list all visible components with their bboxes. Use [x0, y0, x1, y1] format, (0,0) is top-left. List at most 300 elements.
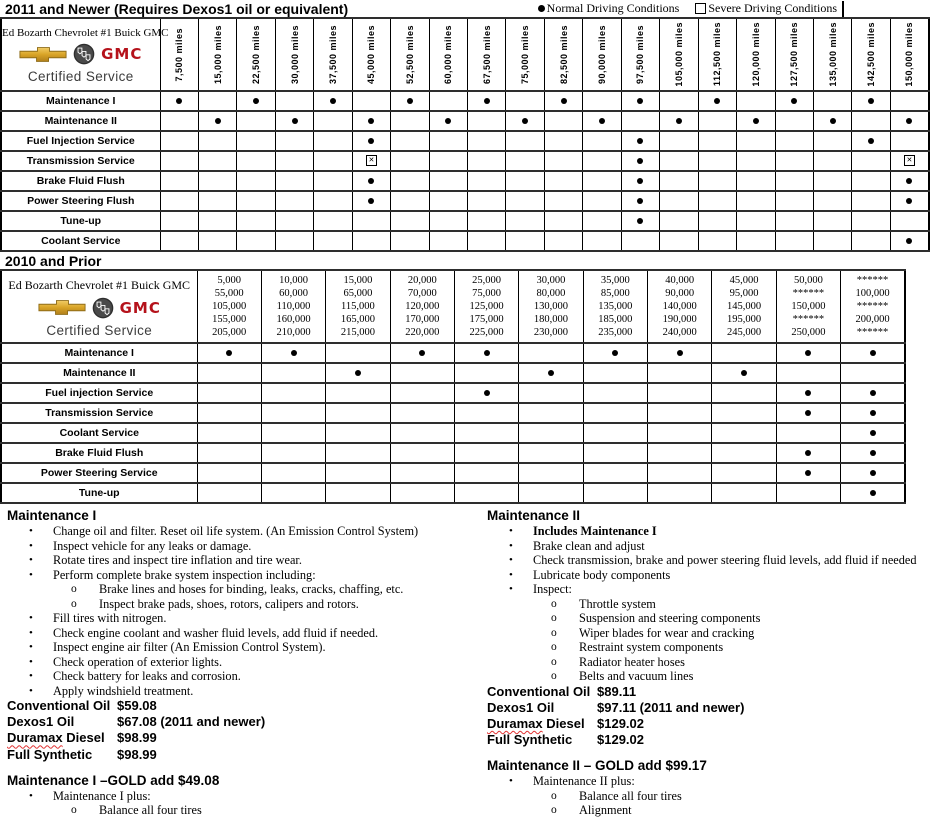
schedule-cell — [841, 463, 905, 483]
bullet-item — [509, 539, 936, 554]
maintenance1-gold-heading: Maintenance I –GOLD add $49.08 — [7, 772, 220, 788]
bullet-text: Apply windshield treatment. — [53, 683, 194, 698]
service-dot-icon — [355, 370, 361, 376]
details-section — [0, 506, 936, 818]
schedule-cell — [698, 191, 736, 211]
mileage-label: 70,000 — [407, 287, 437, 299]
bullet-text: Maintenance I plus: — [53, 788, 151, 803]
schedule-cell — [468, 211, 506, 231]
price-row — [487, 684, 936, 700]
legend-normal — [538, 1, 680, 16]
mileage-label: 180,000 — [533, 314, 569, 326]
bullet-icon: • — [29, 670, 33, 682]
schedule-cell — [506, 131, 544, 151]
dealer-logo-cell — [1, 270, 197, 343]
service-dot-icon — [368, 118, 374, 124]
sub-bullet-icon: o — [551, 655, 557, 668]
sub-bullet-text: Suspension and steering components — [579, 611, 761, 625]
schedule-cell — [544, 91, 582, 111]
schedule-cell — [468, 171, 506, 191]
price-label — [487, 716, 597, 732]
bullet-text: Lubricate body components — [533, 567, 671, 582]
schedule-cell — [391, 231, 429, 251]
schedule-cell — [813, 211, 851, 231]
schedule-cell — [326, 383, 390, 403]
severe-service-icon: ✕ — [904, 155, 915, 166]
schedule-cell — [841, 423, 905, 443]
bullet-text: Inspect engine air filter (An Emission Control System). — [53, 640, 326, 654]
schedule-cell — [813, 91, 851, 111]
mileage-column-header — [275, 18, 313, 91]
schedule-cell — [776, 443, 840, 463]
mileage-label: 110,000 — [276, 300, 311, 312]
sub-bullet-text: Inspect brake pads, shoes, rotors, calipers and rotors. — [99, 596, 359, 611]
price-row — [7, 698, 480, 714]
schedule-cell — [776, 463, 840, 483]
service-dot-icon — [368, 178, 374, 184]
schedule-cell — [737, 191, 775, 211]
schedule-cell — [852, 111, 890, 131]
service-dot-icon — [830, 118, 836, 124]
schedule-cell — [583, 423, 647, 443]
schedule-cell — [261, 383, 325, 403]
mileage-label: 135,000 miles — [827, 22, 838, 87]
schedule-cell — [275, 91, 313, 111]
schedule-cell — [275, 231, 313, 251]
price-value: $59.08 — [117, 698, 157, 713]
schedule-cell — [506, 91, 544, 111]
schedule-cell — [712, 363, 776, 383]
schedule-cell — [712, 423, 776, 443]
schedule-cell — [352, 131, 390, 151]
schedule-cell — [621, 191, 659, 211]
price-row — [487, 716, 936, 732]
service-dot-icon — [407, 98, 413, 104]
schedule-cell — [390, 383, 454, 403]
price-value: $97.11 (2011 and newer) — [597, 699, 745, 715]
mileage-label: 127,500 miles — [789, 22, 800, 87]
mileage-column-header — [544, 18, 582, 91]
mileage-label: 200,000 — [855, 314, 890, 326]
table-row — [1, 91, 929, 111]
mileage-label: ****** — [856, 274, 889, 286]
schedule-cell — [275, 191, 313, 211]
mileage-label: 115,000 — [341, 300, 375, 312]
bullet-item — [29, 568, 480, 583]
buick-trishield-icon — [73, 43, 95, 65]
dealer-name: Ed Bozarth Chevrolet #1 Buick GMC — [8, 277, 191, 292]
schedule-table-2010-prior — [0, 269, 906, 504]
mileage-label: 5,000 — [217, 274, 241, 286]
service-dot-icon — [484, 350, 490, 356]
schedule-cell — [506, 231, 544, 251]
service-row-label: Maintenance II — [1, 111, 160, 131]
service-row-label: Power Steering Service — [1, 463, 197, 483]
mileage-label: 130,000 — [533, 300, 569, 312]
schedule-cell — [698, 91, 736, 111]
mileage-label: 82,500 miles — [558, 24, 569, 85]
schedule-cell — [583, 483, 647, 503]
bullet-icon: • — [509, 583, 513, 595]
schedule-cell — [660, 131, 698, 151]
severe-service-icon: ✕ — [366, 155, 377, 166]
schedule-cell — [583, 443, 647, 463]
schedule-cell — [621, 151, 659, 171]
table-row — [1, 383, 905, 403]
schedule-cell — [390, 403, 454, 423]
schedule-cell — [391, 211, 429, 231]
table-row — [1, 191, 929, 211]
schedule-cell — [391, 171, 429, 191]
schedule-cell — [391, 151, 429, 171]
service-dot-icon — [561, 98, 567, 104]
schedule-cell — [712, 383, 776, 403]
price-value: $98.99 — [117, 730, 157, 746]
schedule-cell — [198, 231, 236, 251]
schedule-cell — [583, 463, 647, 483]
mileage-label: 65,000 — [343, 287, 373, 299]
price-row — [487, 732, 936, 748]
schedule-cell — [506, 111, 544, 131]
brand-logo-row — [2, 293, 197, 323]
maintenance1-heading: Maintenance I — [7, 508, 97, 523]
mileage-column-header — [197, 270, 261, 343]
mileage-label: 85,000 — [600, 287, 630, 299]
sub-bullet-icon: o — [551, 789, 557, 802]
mileage-label: 75,000 miles — [520, 24, 531, 85]
mileage-column-header — [841, 270, 905, 343]
mileage-label: 30,000 miles — [289, 24, 300, 85]
bullet-icon: • — [29, 641, 33, 653]
schedule-cell — [237, 191, 275, 211]
schedule-cell — [197, 423, 261, 443]
schedule-cell — [544, 231, 582, 251]
price-label-rest: Diesel — [62, 730, 105, 746]
mileage-column-header — [352, 18, 390, 91]
mileage-column-header — [237, 18, 275, 91]
schedule-cell — [198, 91, 236, 111]
mileage-label: 190,000 — [662, 314, 697, 326]
mileage-column-header — [698, 18, 736, 91]
schedule-cell — [197, 483, 261, 503]
sub-bullet-text: Belts and vacuum lines — [579, 669, 694, 683]
bullet-item — [29, 524, 480, 539]
price-label — [7, 730, 117, 746]
mileage-label: 95,000 — [729, 287, 759, 299]
bullet-icon: • — [509, 568, 513, 581]
mileage-label: 145,000 — [726, 300, 762, 312]
schedule-cell — [237, 171, 275, 191]
service-row-label: Tune-up — [1, 211, 160, 231]
service-row-label: Brake Fluid Flush — [1, 443, 197, 463]
schedule-cell — [352, 191, 390, 211]
schedule-cell — [454, 443, 518, 463]
service-dot-icon — [870, 410, 876, 416]
schedule-cell — [813, 131, 851, 151]
mileage-label: 135,000 — [598, 300, 633, 312]
mileage-label: 235,000 — [598, 327, 633, 339]
mileage-label: 105,000 — [212, 300, 247, 312]
sub-bullet-text: Radiator heater hoses — [579, 654, 685, 669]
sub-bullet-icon: o — [551, 612, 557, 624]
price-label: Full Synthetic — [7, 746, 93, 762]
schedule-cell — [326, 443, 390, 463]
schedule-cell — [326, 463, 390, 483]
service-dot-icon — [906, 178, 912, 184]
schedule-cell — [429, 111, 467, 131]
service-row-label: Tune-up — [1, 483, 197, 503]
mileage-label: 170,000 — [405, 314, 440, 326]
schedule-cell — [391, 111, 429, 131]
schedule-cell — [160, 211, 198, 231]
service-dot-icon — [741, 370, 747, 376]
schedule-cell — [737, 131, 775, 151]
mileage-label: 100,000 — [855, 287, 890, 299]
service-dot-icon — [292, 118, 298, 124]
schedule-cell — [237, 151, 275, 171]
schedule-cell — [429, 91, 467, 111]
mileage-label: ****** — [792, 314, 825, 326]
sub-bullet-text: Restraint system components — [579, 640, 724, 654]
schedule-cell — [890, 91, 929, 111]
sub-bullet-icon: o — [71, 583, 77, 595]
service-dot-icon — [906, 198, 912, 204]
schedule-cell — [583, 151, 621, 171]
schedule-cell — [648, 463, 712, 483]
mileage-label: 25,000 — [472, 274, 502, 286]
schedule-cell — [841, 443, 905, 463]
bullet-item — [509, 524, 936, 539]
maintenance1-price-list — [7, 698, 480, 763]
schedule-cell — [583, 91, 621, 111]
mileage-label: 7,500 miles — [174, 27, 185, 82]
schedule-cell — [583, 231, 621, 251]
table-row — [1, 443, 905, 463]
maintenance1-bullet-list — [7, 524, 480, 698]
table-row — [1, 343, 905, 363]
mileage-label: 220,000 — [405, 327, 440, 339]
schedule-cell — [776, 383, 840, 403]
schedule-cell — [852, 91, 890, 111]
service-dot-icon — [805, 450, 811, 456]
mileage-label: 10,000 — [279, 274, 308, 286]
schedule-cell — [454, 403, 518, 423]
mileage-label: 22,500 miles — [251, 24, 262, 85]
dealer-logo-cell — [1, 18, 169, 91]
schedule-cell — [314, 231, 352, 251]
mileage-label: 240,000 — [662, 327, 697, 339]
schedule-cell — [506, 211, 544, 231]
schedule-cell — [648, 483, 712, 503]
schedule-cell — [813, 111, 851, 131]
schedule-cell — [391, 191, 429, 211]
schedule-cell — [698, 171, 736, 191]
schedule-cell — [391, 91, 429, 111]
schedule-cell — [698, 111, 736, 131]
service-dot-icon — [805, 350, 811, 356]
bullet-item — [509, 582, 936, 597]
schedule-cell — [890, 131, 929, 151]
schedule-cell — [160, 191, 198, 211]
service-row-label: Transmission Service — [1, 151, 160, 171]
schedule-cell — [314, 91, 352, 111]
schedule-cell — [160, 131, 198, 151]
mileage-label: 60,000 — [279, 287, 308, 299]
service-dot-icon — [676, 118, 682, 124]
mileage-label: 50,000 — [793, 274, 823, 286]
table1-titlebar — [0, 0, 936, 17]
schedule-cell — [776, 483, 840, 503]
schedule-cell — [660, 211, 698, 231]
service-dot-icon — [368, 198, 374, 204]
service-row-label: Fuel injection Service — [1, 383, 197, 403]
schedule-cell — [326, 483, 390, 503]
schedule-cell — [352, 91, 390, 111]
schedule-cell — [198, 171, 236, 191]
service-dot-icon — [805, 390, 811, 396]
schedule-cell — [506, 151, 544, 171]
schedule-cell — [890, 151, 929, 171]
table2-titlebar — [0, 252, 936, 269]
schedule-cell — [429, 131, 467, 151]
service-dot-icon — [637, 198, 643, 204]
service-dot-icon — [868, 98, 874, 104]
sub-bullet-item — [551, 803, 936, 818]
schedule-cell — [775, 191, 813, 211]
service-dot-icon — [226, 350, 232, 356]
schedule-cell — [841, 403, 905, 423]
schedule-cell — [813, 231, 851, 251]
price-row — [487, 700, 936, 716]
schedule-cell — [261, 483, 325, 503]
schedule-cell — [314, 171, 352, 191]
schedule-cell — [160, 171, 198, 191]
mileage-column-header — [314, 18, 352, 91]
maintenance2-heading: Maintenance II — [487, 508, 581, 523]
maintenance2-bullet-list — [487, 524, 936, 684]
schedule-cell — [737, 111, 775, 131]
bullet-icon: • — [29, 539, 33, 552]
schedule-cell — [621, 131, 659, 151]
service-row-label: Coolant Service — [1, 231, 160, 251]
service-dot-icon — [215, 118, 221, 124]
table-row — [1, 171, 929, 191]
gmc-logo-icon: GMC — [119, 298, 161, 317]
schedule-cell — [314, 211, 352, 231]
mileage-label: 205,000 — [212, 327, 247, 339]
schedule-cell — [197, 403, 261, 423]
schedule-cell — [519, 403, 583, 423]
schedule-cell — [660, 91, 698, 111]
mileage-column-header — [852, 18, 890, 91]
schedule-cell — [261, 403, 325, 423]
schedule-cell — [506, 171, 544, 191]
maintenance1-details — [0, 506, 480, 818]
mileage-label: 195,000 — [726, 314, 762, 326]
service-row-label: Coolant Service — [1, 423, 197, 443]
schedule-cell — [468, 111, 506, 131]
schedule-cell — [544, 211, 582, 231]
schedule-cell — [390, 343, 454, 363]
sub-bullet-item — [551, 789, 936, 804]
schedule-cell — [841, 483, 905, 503]
schedule-cell — [352, 231, 390, 251]
schedule-cell — [890, 211, 929, 231]
sub-bullet-icon: o — [551, 626, 557, 639]
service-dot-icon — [522, 118, 528, 124]
mileage-label: 37,500 miles — [327, 24, 338, 85]
mileage-column-header — [890, 18, 929, 91]
mileage-label: 175,000 — [469, 314, 504, 326]
mileage-label: 90,000 miles — [597, 24, 608, 85]
service-dot-icon — [484, 98, 490, 104]
mileage-column-header — [775, 18, 813, 91]
bullet-item — [29, 553, 480, 568]
schedule-cell — [698, 151, 736, 171]
mileage-column-header — [813, 18, 851, 91]
schedule-cell — [852, 211, 890, 231]
maintenance2-details — [480, 506, 936, 818]
schedule-cell — [198, 131, 236, 151]
service-dot-icon — [548, 370, 554, 376]
service-dot-icon — [805, 410, 811, 416]
price-row — [7, 730, 480, 746]
schedule-cell — [841, 363, 905, 383]
schedule-cell — [648, 343, 712, 363]
schedule-cell — [890, 171, 929, 191]
service-dot-icon — [868, 138, 874, 144]
schedule-cell — [583, 131, 621, 151]
schedule-cell — [519, 343, 583, 363]
mileage-label: 160,000 — [276, 314, 311, 326]
mileage-label: 215,000 — [340, 327, 375, 339]
mileage-label: 45,000 — [729, 274, 759, 286]
mileage-column-header — [390, 270, 454, 343]
schedule-cell — [391, 131, 429, 151]
table-row — [1, 483, 905, 503]
service-row-label: Maintenance I — [1, 91, 160, 111]
schedule-cell — [648, 403, 712, 423]
schedule-cell — [237, 231, 275, 251]
schedule-cell — [621, 111, 659, 131]
schedule-cell — [390, 363, 454, 383]
schedule-cell — [160, 111, 198, 131]
service-row-label: Brake Fluid Flush — [1, 171, 160, 191]
maintenance2-gold-heading: Maintenance II – GOLD add $99.17 — [487, 758, 707, 774]
schedule-cell — [237, 91, 275, 111]
mileage-label: 150,000 — [791, 300, 826, 312]
schedule-table-2011-newer — [0, 17, 930, 252]
schedule-cell — [737, 151, 775, 171]
sub-bullet-item — [551, 655, 936, 670]
service-dot-icon — [291, 350, 297, 356]
mileage-column-header — [648, 270, 712, 343]
bullet-icon: • — [509, 539, 513, 552]
bullet-text: Fill tires with nitrogen. — [53, 611, 167, 625]
bullet-icon: • — [29, 684, 33, 697]
mileage-label: ****** — [856, 300, 889, 312]
schedule-cell — [326, 363, 390, 383]
schedule-cell — [775, 111, 813, 131]
sub-bullet-text: Brake lines and hoses for binding, leaks, cracks, chaffing, etc. — [99, 582, 404, 596]
buick-trishield-icon — [92, 297, 114, 319]
schedule-cell — [890, 231, 929, 251]
legend — [538, 1, 844, 17]
service-dot-icon — [870, 450, 876, 456]
sub-bullet-item — [551, 626, 936, 641]
schedule-cell — [660, 151, 698, 171]
mileage-label: ****** — [792, 287, 825, 299]
